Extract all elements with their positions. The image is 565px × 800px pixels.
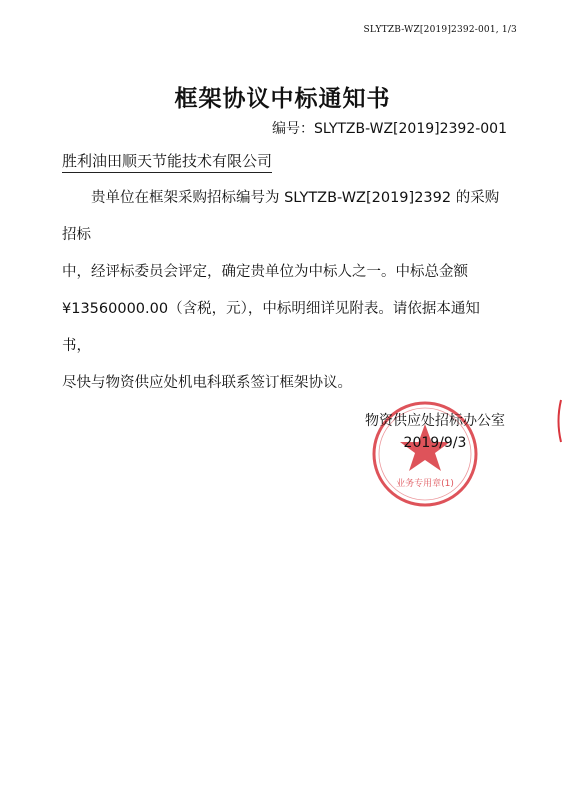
issue-date: 2019/9/3 (403, 435, 467, 451)
body-line-3: ¥13560000.00（含税，元），中标明细详见附表。请依据本通知书， (62, 301, 480, 354)
edge-stamp-fragment (556, 398, 562, 444)
document-title: 框架协议中标通知书 (174, 86, 391, 112)
document-number (272, 118, 507, 138)
document-number-label: 编号： (272, 121, 314, 137)
signature-block (365, 410, 505, 454)
page-header-ref: SLYTZB-WZ[2019]2392-001, 1/3 (363, 25, 517, 35)
stamp-label: 业务专用章(1) (396, 479, 454, 489)
document-number-value: SLYTZB-WZ[2019]2392-001 (314, 121, 507, 137)
body-line-2: 中，经评标委员会评定，确定贵单位为中标人之一。中标总金额 (62, 264, 468, 280)
issuing-office: 物资供应处招标办公室 (365, 413, 505, 429)
recipient-name: 胜利油田顺天节能技术有限公司 (62, 150, 272, 173)
notice-body (62, 180, 502, 402)
body-line-4: 尽快与物资供应处机电科联系签订框架协议。 (62, 375, 352, 391)
body-line-1: 贵单位在框架采购招标编号为 SLYTZB-WZ[2019]2392 的采购招标 (62, 190, 500, 243)
